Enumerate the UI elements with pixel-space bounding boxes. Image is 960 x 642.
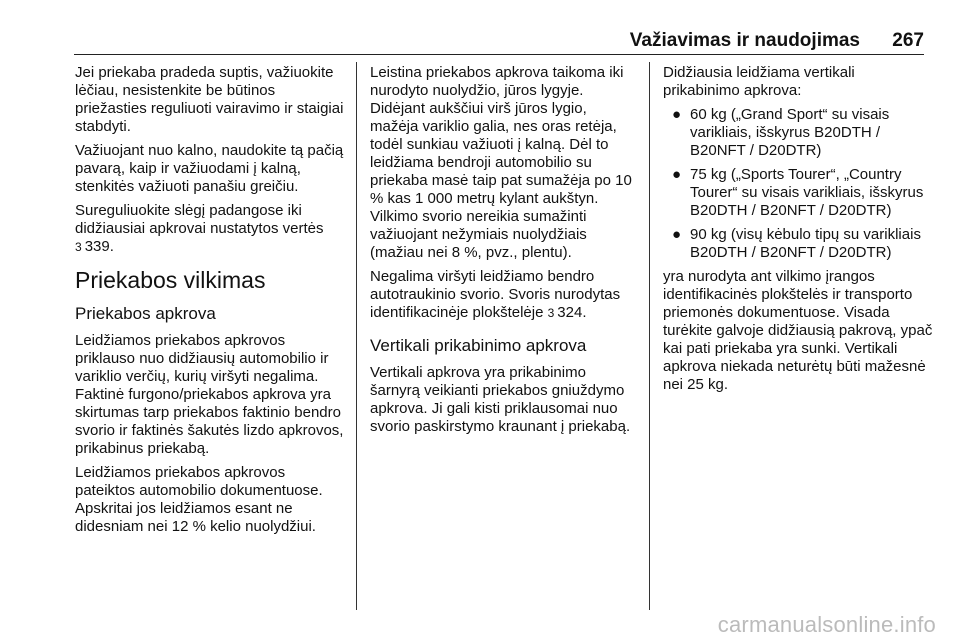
paragraph-gross-weight <box>370 268 638 322</box>
subsection-title: Priekabos apkrova <box>75 304 216 323</box>
reference-arrow-icon: 3 <box>547 306 555 320</box>
page-header <box>0 26 960 56</box>
list-item <box>663 166 933 220</box>
paragraph-documents: Leidžiamos priekabos apkrovos pateiktos automobilio dokumentuose. Apskritai jos leidžiamos esant ne didesniam nei 12 % kelio nuolydžiui. <box>75 464 323 535</box>
paragraph-downhill: Važiuojant nuo kalno, naudokite tą pačią pavarą, kaip ir važiuodami į kalną, stenkitės važiuoti panašiu greičiu. <box>75 142 344 195</box>
list-item-text: 90 kg (visų kėbulo tipų su varikliais B20DTH / B20NFT / D20DTR) <box>690 226 921 261</box>
column-divider-2 <box>649 62 650 610</box>
column-3 <box>663 64 933 400</box>
gross-weight-text: Negalima viršyti leidžiamo bendro autotraukinio svorio. Svoris nurodytas identifikacinėje plokštelėje <box>370 268 621 321</box>
column-2 <box>370 64 638 442</box>
tyre-pressure-text: Sureguliuokite slėgį padangose iki didžiausiai apkrovai nustatytos vertės <box>75 202 324 237</box>
header-rule <box>74 54 924 55</box>
paragraph-intro: Didžiausia leidžiama vertikali prikabinimo apkrova: <box>663 64 855 99</box>
bullet-icon: ● <box>672 166 682 183</box>
reference-page: 324. <box>557 304 587 321</box>
load-list <box>663 106 933 262</box>
list-item <box>663 106 933 160</box>
paragraph-tyre-pressure <box>75 202 347 256</box>
page-number: 267 <box>892 30 924 51</box>
paragraph-plate: yra nurodyta ant vilkimo įrangos identifikacinės plokštelės ir transporto priemonės dokumentuose. Visada turėkite galvoje didžiausią pakrovą, ypač kai pati priekaba yra sunki. Vertikali apkrova niekada neturėtų būti mažesnė nei 25 kg. <box>663 268 933 393</box>
reference-page: 339. <box>84 238 114 255</box>
bullet-icon: ● <box>672 106 682 123</box>
column-1 <box>75 64 347 542</box>
watermark: carmanualsonline.info <box>717 612 936 637</box>
list-item-text: 60 kg („Grand Sport“ su visais varikliais, išskyrus B20DTH / B20NFT / D20DTR) <box>690 106 890 159</box>
paragraph-altitude: Leistina priekabos apkrova taikoma iki nurodyto nuolydžio, jūros lygyje. Didėjant aukščiui virš jūros lygio, mažėja variklio galia, nes oras retėja, todėl sunkiau važiuoti į kalną. Dėl to leidžiama bendroji automobilio su priekaba masė taip pat sumažėja po 10 % kas 1 000 metrų kylant aukštyn. Vilkimo svorio nereikia sumažinti važiuojant nežymiais nuolydžiais (mažiau nei 8 %, pvz., plentu). <box>370 64 632 261</box>
page-reference-link[interactable] <box>75 238 114 255</box>
paragraph-vertical-load: Vertikali apkrova yra prikabinimo šarnyrą veikianti priekabos gniuždymo apkrova. Ji gali kisti priklausomai nuo svorio paskirstymo kraunant į priekabą. <box>370 364 631 435</box>
paragraph-trailer-loads: Leidžiamos priekabos apkrovos priklauso nuo didžiausių automobilio ir variklio verčių, kurių viršyti negalima. Faktinė furgono/priekabos apkrova yra skirtumas tarp priekabos faktinio bendro svorio ir faktinės šakutės lizdo apkrovos, prikabinus priekabą. <box>75 332 344 457</box>
page-reference-link[interactable] <box>548 304 587 321</box>
reference-arrow-icon: 3 <box>75 240 82 254</box>
chapter-title: Važiavimas ir naudojimas <box>629 30 860 51</box>
list-item <box>663 226 933 262</box>
bullet-icon: ● <box>672 226 682 243</box>
paragraph-swaying: Jei priekaba pradeda suptis, važiuokite lėčiau, nesistenkite be būtinos priežasties reguliuoti vairavimo ir staigiai stabdyti. <box>75 64 344 135</box>
subsection-title: Vertikali prikabinimo apkrova <box>370 336 587 355</box>
section-title: Priekabos vilkimas <box>75 267 266 293</box>
list-item-text: 75 kg („Sports Tourer“, „Country Tourer“ su visais varikliais, išskyrus B20DTH / B20NFT / D20DTR) <box>690 166 924 219</box>
column-divider-1 <box>356 62 357 610</box>
